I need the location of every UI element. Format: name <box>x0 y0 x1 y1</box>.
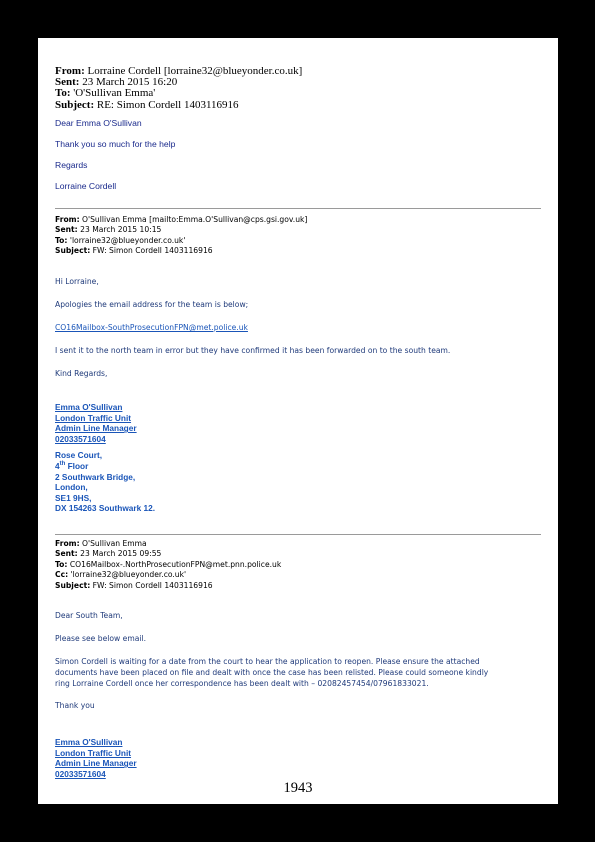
divider <box>55 208 541 209</box>
sent-line: Sent: 23 March 2015 16:20 <box>55 76 178 89</box>
to-line: To: 'lorraine32@blueyonder.co.uk' <box>55 235 186 245</box>
sender-name: Lorraine Cordell <box>55 181 117 191</box>
cc-line: Cc: 'lorraine32@blueyonder.co.uk' <box>55 570 187 580</box>
body-text: Thank you so much for the help <box>55 139 176 149</box>
body-text: Simon Cordell is waiting for a date from the court to hear the application to reopen. Please ensure the attached <box>55 657 480 666</box>
signoff: Thank you <box>55 701 95 710</box>
body-text: ring Lorraine Cordell once her correspondence has been dealt with – 02082457454/07961833021. <box>55 679 429 688</box>
greeting: Dear Emma O'Sullivan <box>55 118 142 128</box>
body-text: Apologies the email address for the team is below; <box>55 300 249 309</box>
sig-unit[interactable]: London Traffic Unit <box>55 747 132 758</box>
to-line: To: 'O'Sullivan Emma' <box>55 87 156 100</box>
email-body-2 <box>55 276 541 379</box>
subject-line: Subject: FW: Simon Cordell 1403116916 <box>55 580 213 590</box>
email-link[interactable]: CO16Mailbox-SouthProsecutionFPN@met.police.uk <box>55 323 248 332</box>
email-header-3 <box>55 539 541 591</box>
page-number: 1943 <box>283 780 313 796</box>
from-line: From: O'Sullivan Emma <box>55 539 147 548</box>
signoff: Kind Regards, <box>55 369 108 378</box>
email-header-2 <box>55 215 541 257</box>
email-body-1 <box>55 118 541 192</box>
body-text: I sent it to the north team in error but they have confirmed it has been forwarded on to the south team. <box>55 346 451 355</box>
sig-addr4: London, <box>55 482 88 493</box>
sig-name[interactable]: Emma O'Sullivan <box>55 737 123 747</box>
sig-name[interactable]: Emma O'Sullivan <box>55 402 123 412</box>
email-body-3 <box>55 610 541 711</box>
sent-line: Sent: 23 March 2015 10:15 <box>55 225 162 235</box>
sig-phone[interactable]: 02033571604 <box>55 433 106 444</box>
document-page <box>38 38 558 804</box>
greeting: Dear South Team, <box>55 611 123 620</box>
subject-line: Subject: RE: Simon Cordell 1403116916 <box>55 98 239 111</box>
body-paragraph <box>55 656 541 689</box>
sig-addr3: 2 Southwark Bridge, <box>55 471 136 482</box>
sig-role[interactable]: Admin Line Manager <box>55 423 137 434</box>
from-line: From: O'Sullivan Emma [mailto:Emma.O'Sullivan@cps.gsi.gov.uk] <box>55 215 308 224</box>
sig-role[interactable]: Admin Line Manager <box>55 758 137 769</box>
body-text: documents have been placed on file and dealt with once the case has been relisted. Please could someone kindly <box>55 668 489 677</box>
greeting: Hi Lorraine, <box>55 277 99 286</box>
sent-line: Sent: 23 March 2015 09:55 <box>55 549 162 559</box>
body-text: Please see below email. <box>55 634 146 643</box>
signature-3 <box>55 737 541 779</box>
sig-addr2: 4th Floor <box>55 460 89 471</box>
subject-line: Subject: FW: Simon Cordell 1403116916 <box>55 246 213 256</box>
signoff: Regards <box>55 160 88 170</box>
to-line: To: CO16Mailbox-.NorthProsecutionFPN@met.pnn.police.uk <box>55 559 282 569</box>
email-header-1 <box>55 66 541 111</box>
sig-addr5: SE1 9HS, <box>55 492 92 503</box>
sig-unit[interactable]: London Traffic Unit <box>55 412 132 423</box>
sig-phone[interactable]: 02033571604 <box>55 768 106 779</box>
sig-addr6: DX 154263 Southwark 12. <box>55 503 156 514</box>
from-line: From: Lorraine Cordell [lorraine32@blueyonder.co.uk] <box>55 65 303 77</box>
signature-2 <box>55 402 541 514</box>
divider <box>55 534 541 535</box>
sig-addr1: Rose Court, <box>55 450 103 461</box>
